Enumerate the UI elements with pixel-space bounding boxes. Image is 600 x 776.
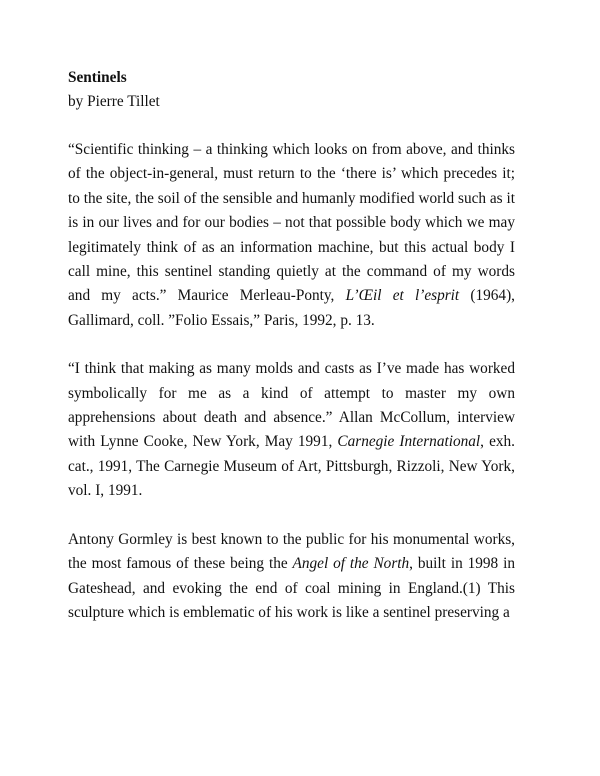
document-byline: by Pierre Tillet bbox=[68, 93, 160, 110]
paragraph-gormley-intro bbox=[68, 528, 515, 626]
paragraph-text: (1964), Gallimard, coll. ”Folio Essais,” Paris, 1992, p. 13. bbox=[68, 287, 515, 329]
document-title: Sentinels bbox=[68, 69, 127, 86]
paragraph-text: , built in 1998 in Gateshead, and evoking the end of coal mining in England.(1) This sculpture which is emblematic of his work is like a sentinel preserving a bbox=[68, 555, 515, 621]
italic-work-title: Angel of the North bbox=[292, 555, 410, 573]
paragraph-mccollum-quote bbox=[68, 357, 515, 503]
paragraph-text: “Scientific thinking – a thinking which looks on from above, and thinks of the object-in-general, must return to the ‘there is’ which precedes it; to the site, the soil of the sensible and humanly modified world such as it is in our lives and for our bodies – not that possible body which we may legitimately think of as an information machine, but this actual body I call mine, this sentinel standing quietly at the command of my words and my acts.” Maurice Merleau-Ponty, bbox=[68, 141, 515, 305]
paragraph-merleau-ponty-quote bbox=[68, 138, 515, 333]
paragraph-text: , exh. cat., 1991, The Carnegie Museum of Art, Pittsburgh, Rizzoli, New York, vol. I, 1991. bbox=[68, 433, 516, 500]
document-page bbox=[68, 66, 515, 625]
italic-work-title: L’Œil et l’esprit bbox=[345, 287, 460, 305]
paragraph-text: Antony Gormley is best known to the public for his monumental works, the most famous of these being the bbox=[68, 530, 515, 573]
paragraph-text: “I think that making as many molds and casts as I’ve made has worked symbolically for me as a kind of attempt to master my own apprehensions about death and absence.” Allan McCollum, interview with Lynne Cooke, New York, May 1991, bbox=[68, 360, 515, 451]
italic-work-title: Carnegie International bbox=[337, 433, 481, 451]
